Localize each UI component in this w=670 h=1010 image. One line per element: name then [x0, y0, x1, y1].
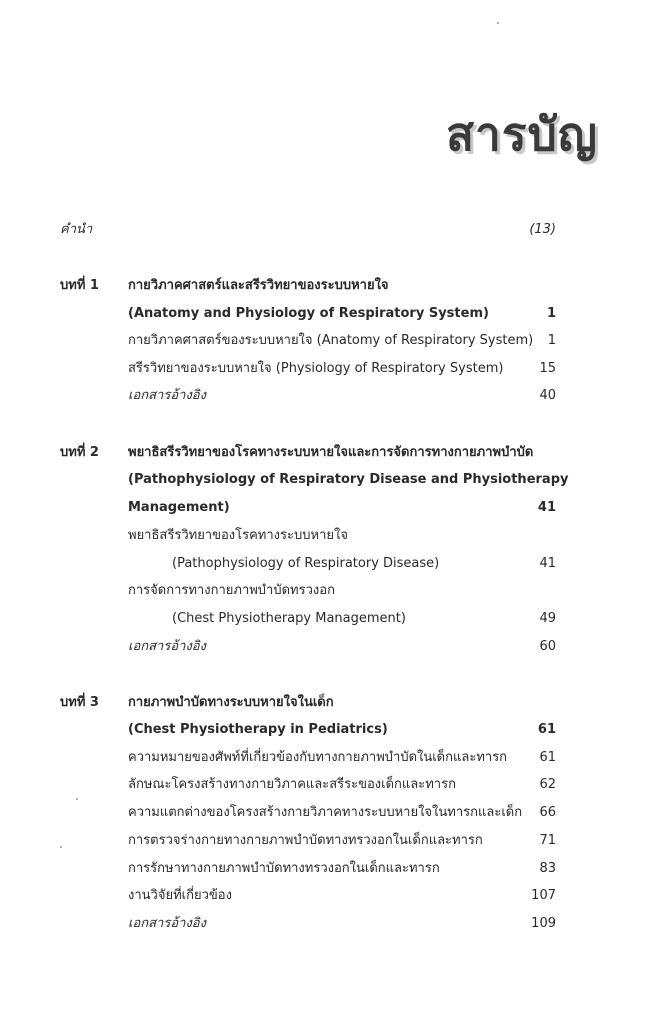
- toc-entry[interactable]: [0, 828, 670, 854]
- chapter-1-label: บทที่ 1: [60, 278, 99, 293]
- toc-foreword[interactable]: [0, 217, 670, 243]
- toc-entry-text: พยาธิสรีรวิทยาของโรคทางระบบหายใจ: [128, 528, 348, 543]
- toc-entry-page: 1: [547, 333, 556, 348]
- toc-entry-page: 107: [531, 888, 556, 903]
- toc-entry[interactable]: [0, 578, 670, 604]
- chapter-1-page: 1: [546, 306, 556, 321]
- toc-entry[interactable]: [0, 883, 670, 909]
- toc-entry-text: เอกสารอ้างอิง: [128, 639, 206, 654]
- toc-entry[interactable]: [0, 523, 670, 549]
- toc-entry-text: กายวิภาคศาสตร์ของระบบหายใจ (Anatomy of Respiratory System): [128, 333, 534, 348]
- toc-entry-page: 41: [539, 556, 556, 571]
- chapter-2-title: พยาธิสรีรวิทยาของโรคทางระบบหายใจและการจัดการทางกายภาพบำบัด: [128, 445, 534, 460]
- toc-entry[interactable]: [0, 745, 670, 771]
- chapter-2-label: บทที่ 2: [60, 445, 99, 460]
- scan-speck: [497, 22, 499, 24]
- chapter-3-label: บทที่ 3: [60, 695, 99, 710]
- toc-entry[interactable]: [0, 328, 670, 354]
- scan-speck: [60, 846, 62, 848]
- scan-speck: [76, 798, 78, 800]
- chapter-2-page: 41: [537, 500, 556, 515]
- toc-entry-sub[interactable]: [0, 551, 670, 577]
- toc-entry-text: งานวิจัยที่เกี่ยวข้อง: [128, 888, 232, 903]
- toc-entry[interactable]: [0, 911, 670, 937]
- toc-entry-page: 60: [539, 639, 556, 654]
- toc-entry[interactable]: [0, 383, 670, 409]
- chapter-3-subtitle-row[interactable]: [0, 717, 670, 743]
- toc-entry-page: 66: [539, 805, 556, 820]
- toc-entry-sub[interactable]: [0, 606, 670, 632]
- toc-entry-subtext: (Chest Physiotherapy Management): [172, 611, 406, 626]
- toc-entry[interactable]: [0, 634, 670, 660]
- toc-entry-text: การจัดการทางกายภาพบำบัดทรวงอก: [128, 583, 335, 598]
- toc-entry-page: 49: [539, 611, 556, 626]
- chapter-2-subtitle-row-2[interactable]: [0, 495, 670, 521]
- chapter-1-heading[interactable]: [0, 273, 670, 299]
- chapter-1-subtitle-row[interactable]: [0, 301, 670, 327]
- toc-entry-text: การรักษาทางกายภาพบำบัดทางทรวงอกในเด็กและทารก: [128, 861, 440, 876]
- toc-entry-text: เอกสารอ้างอิง: [128, 916, 206, 931]
- toc-entry[interactable]: [0, 800, 670, 826]
- foreword-page: (13): [529, 222, 556, 237]
- toc-entry-text: ความหมายของศัพท์ที่เกี่ยวข้องกับทางกายภาพบำบัดในเด็กและทารก: [128, 750, 508, 765]
- chapter-3-title: กายภาพบำบัดทางระบบหายใจในเด็ก: [128, 695, 334, 710]
- chapter-2-subtitle-2: Management): [128, 500, 230, 515]
- toc-entry-text: ลักษณะโครงสร้างทางกายวิภาคและสรีระของเด็กและทารก: [128, 777, 456, 792]
- toc-entry-page: 40: [539, 388, 556, 403]
- toc-entry-page: 71: [539, 833, 556, 848]
- toc-entry[interactable]: [0, 356, 670, 382]
- toc-entry-text: สรีรวิทยาของระบบหายใจ (Physiology of Respiratory System): [128, 361, 504, 376]
- chapter-2-subtitle-row[interactable]: [0, 467, 670, 493]
- toc-entry-text: การตรวจร่างกายทางกายภาพบำบัดทางทรวงอกในเด็กและทารก: [128, 833, 483, 848]
- page-title: สารบัญ: [445, 107, 598, 161]
- toc-entry-page: 62: [539, 777, 556, 792]
- chapter-2-subtitle: (Pathophysiology of Respiratory Disease and Physiotherapy: [128, 472, 569, 487]
- toc-entry[interactable]: [0, 856, 670, 882]
- chapter-3-subtitle: (Chest Physiotherapy in Pediatrics): [128, 722, 388, 737]
- chapter-2-heading[interactable]: [0, 440, 670, 466]
- toc-entry[interactable]: [0, 772, 670, 798]
- toc-entry-page: 83: [539, 861, 556, 876]
- toc-entry-page: 109: [531, 916, 556, 931]
- toc-entry-text: เอกสารอ้างอิง: [128, 388, 206, 403]
- chapter-3-page: 61: [537, 722, 556, 737]
- toc-entry-page: 15: [539, 361, 556, 376]
- foreword-label: คำนำ: [60, 222, 93, 237]
- chapter-1-subtitle: (Anatomy and Physiology of Respiratory System): [128, 306, 489, 321]
- chapter-3-heading[interactable]: [0, 690, 670, 716]
- chapter-1-title: กายวิภาคศาสตร์และสรีรวิทยาของระบบหายใจ: [128, 278, 389, 293]
- toc-entry-page: 61: [539, 750, 556, 765]
- toc-entry-text: ความแตกต่างของโครงสร้างกายวิภาคทางระบบหายใจในทารกและเด็ก: [128, 805, 523, 820]
- toc-entry-subtext: (Pathophysiology of Respiratory Disease): [172, 556, 440, 571]
